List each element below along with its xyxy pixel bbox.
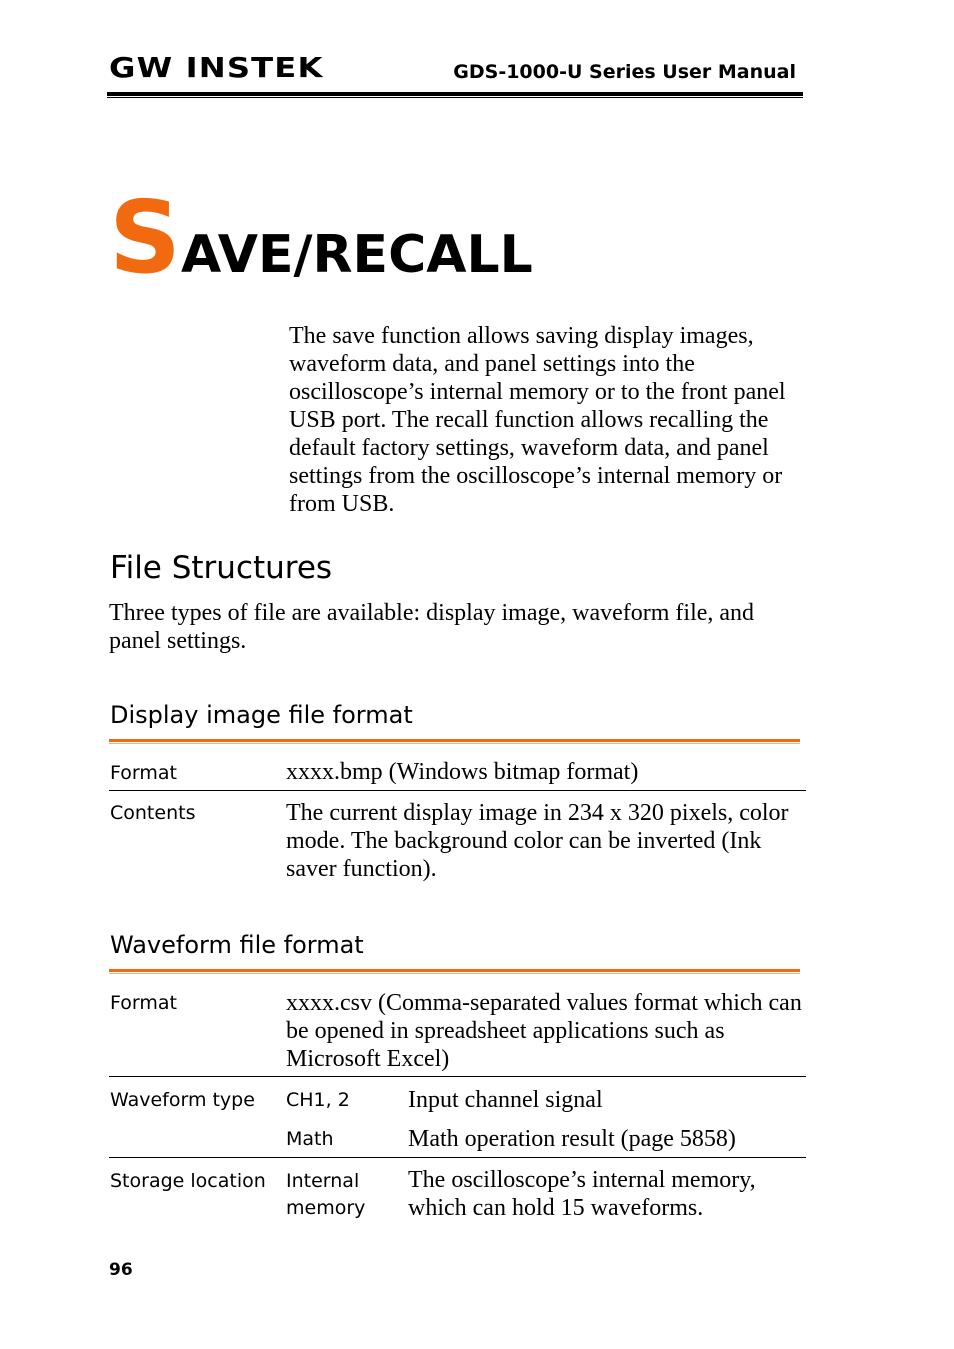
table-divider <box>109 790 806 791</box>
waveform-type-label: Waveform type <box>110 1089 255 1111</box>
storage-internal-memory-label: Internal memory <box>286 1170 366 1219</box>
gw-instek-logo: GW INSTEK <box>109 51 324 84</box>
chapter-title-initial: S <box>109 179 182 296</box>
waveform-type-math-label: Math <box>286 1128 334 1150</box>
storage-internal-memory-value: The oscilloscope’s internal memory, which can hold 15 waveforms. <box>408 1167 756 1221</box>
section-text: Three types of file are available: display image, waveform file, and panel settings. <box>109 600 755 654</box>
chapter-title-rest: AVE/RECALL <box>181 225 533 285</box>
storage-location-label: Storage location <box>110 1170 266 1192</box>
display-format-label: Format <box>110 762 177 784</box>
chapter-title <box>109 179 533 296</box>
waveform-format-value: xxxx.csv (Comma-separated values format which can be opened in spreadsheet applications such as Microsoft Excel) <box>286 990 802 1072</box>
waveform-type-ch12-label: CH1, 2 <box>286 1089 350 1111</box>
header-rule <box>107 92 803 96</box>
display-format-value: xxxx.bmp (Windows bitmap format) <box>286 759 639 785</box>
table-divider <box>109 1157 806 1158</box>
intro-paragraph: The save function allows saving display images, waveform data, and panel settings into the oscilloscope’s internal memory or to the front panel USB port. The recall function allows recalling the default factory settings, waveform data, and panel settings from the oscilloscope’s internal memory or from USB. <box>289 323 786 517</box>
section-heading: File Structures <box>110 550 333 586</box>
display-contents-label: Contents <box>110 802 196 824</box>
page-number: 96 <box>109 1260 133 1280</box>
header-rule-thin <box>107 97 803 98</box>
display-image-heading-rule <box>109 739 800 742</box>
table-divider <box>109 1076 806 1077</box>
waveform-type-ch12-value: Input channel signal <box>408 1087 603 1113</box>
waveform-heading: Waveform file format <box>110 931 364 959</box>
manual-title: GDS-1000-U Series User Manual <box>453 61 796 83</box>
waveform-heading-rule <box>109 969 800 972</box>
display-image-heading: Display image file format <box>110 701 413 729</box>
waveform-type-math-value: Math operation result (page 5858) <box>408 1126 736 1152</box>
waveform-format-label: Format <box>110 992 177 1014</box>
display-contents-value: The current display image in 234 x 320 pixels, color mode. The background color can be inverted (Ink saver function). <box>286 800 789 882</box>
